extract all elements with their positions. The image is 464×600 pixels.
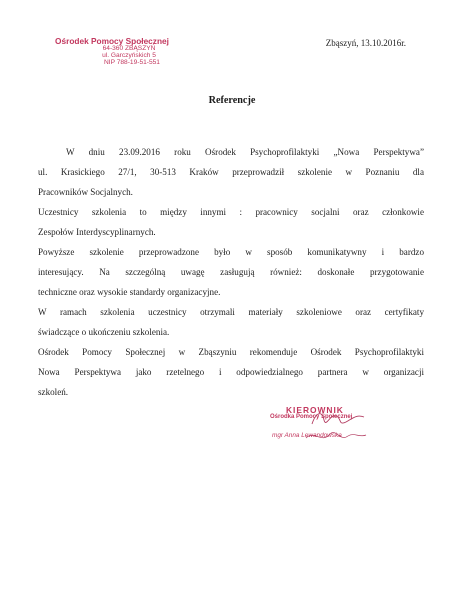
stamp-role-org: Ośrodka Pomocy Społecznej: [270, 414, 353, 420]
stamp-signatory-name: mgr Anna Lewandowska: [272, 432, 342, 439]
body-line: Pracowników Socjalnych.: [38, 187, 133, 197]
body-line: W dniu 23.09.2016 roku Ośrodek Psychoprofilaktyki „Nowa Perspektywa”: [66, 147, 424, 157]
body-line: techniczne oraz wysokie standardy organizacyjne.: [38, 287, 221, 297]
handwritten-signature-flourish: [300, 426, 370, 446]
body-line: Nowa Perspektywa jako rzetelnego i odpowiedzialnego partnera w organizacji: [38, 367, 424, 377]
body-line: ul. Krasickiego 27/1, 30-513 Kraków przeprowadził szkolenie w Poznaniu dla: [38, 167, 424, 177]
body-line: W ramach szkolenia uczestnicy otrzymali materiały szkoleniowe oraz certyfikaty: [38, 307, 424, 317]
document-title: Referencje: [208, 95, 256, 106]
body-line: Zespołów Interdyscyplinarnych.: [38, 227, 156, 237]
body-line: interesujący. Na szczególną uwagę zasługują również: doskonałe przygotowanie: [38, 267, 424, 277]
document-body: [38, 142, 424, 402]
stamp-role: KIEROWNIK: [286, 405, 344, 415]
body-line: Ośrodek Pomocy Społecznej w Zbąszyniu rekomenduje Ośrodek Psychoprofilaktyki: [38, 347, 424, 357]
stamp-street: ul. Garczyńskich 5: [102, 51, 156, 59]
body-line: szkoleń.: [38, 387, 69, 397]
body-line: Powyższe szkolenie przeprowadzone było w sposób komunikatywny i bardzo: [38, 247, 424, 257]
organization-stamp: [48, 37, 176, 66]
document-date: Zbąszyń, 13.10.2016r.: [325, 38, 406, 48]
stamp-nip: NIP 788-19-51-551: [104, 58, 160, 66]
stamp-org-name: Ośrodek Pomocy Społecznej: [55, 36, 169, 46]
body-line: świadczące o ukończeniu szkolenia.: [38, 327, 170, 337]
body-line: Uczestnicy szkolenia to między innymi : pracownicy socjalni oraz członkowie: [38, 207, 424, 217]
stamp-postal-code: 64-360 ZBĄSZYŃ: [102, 44, 156, 52]
